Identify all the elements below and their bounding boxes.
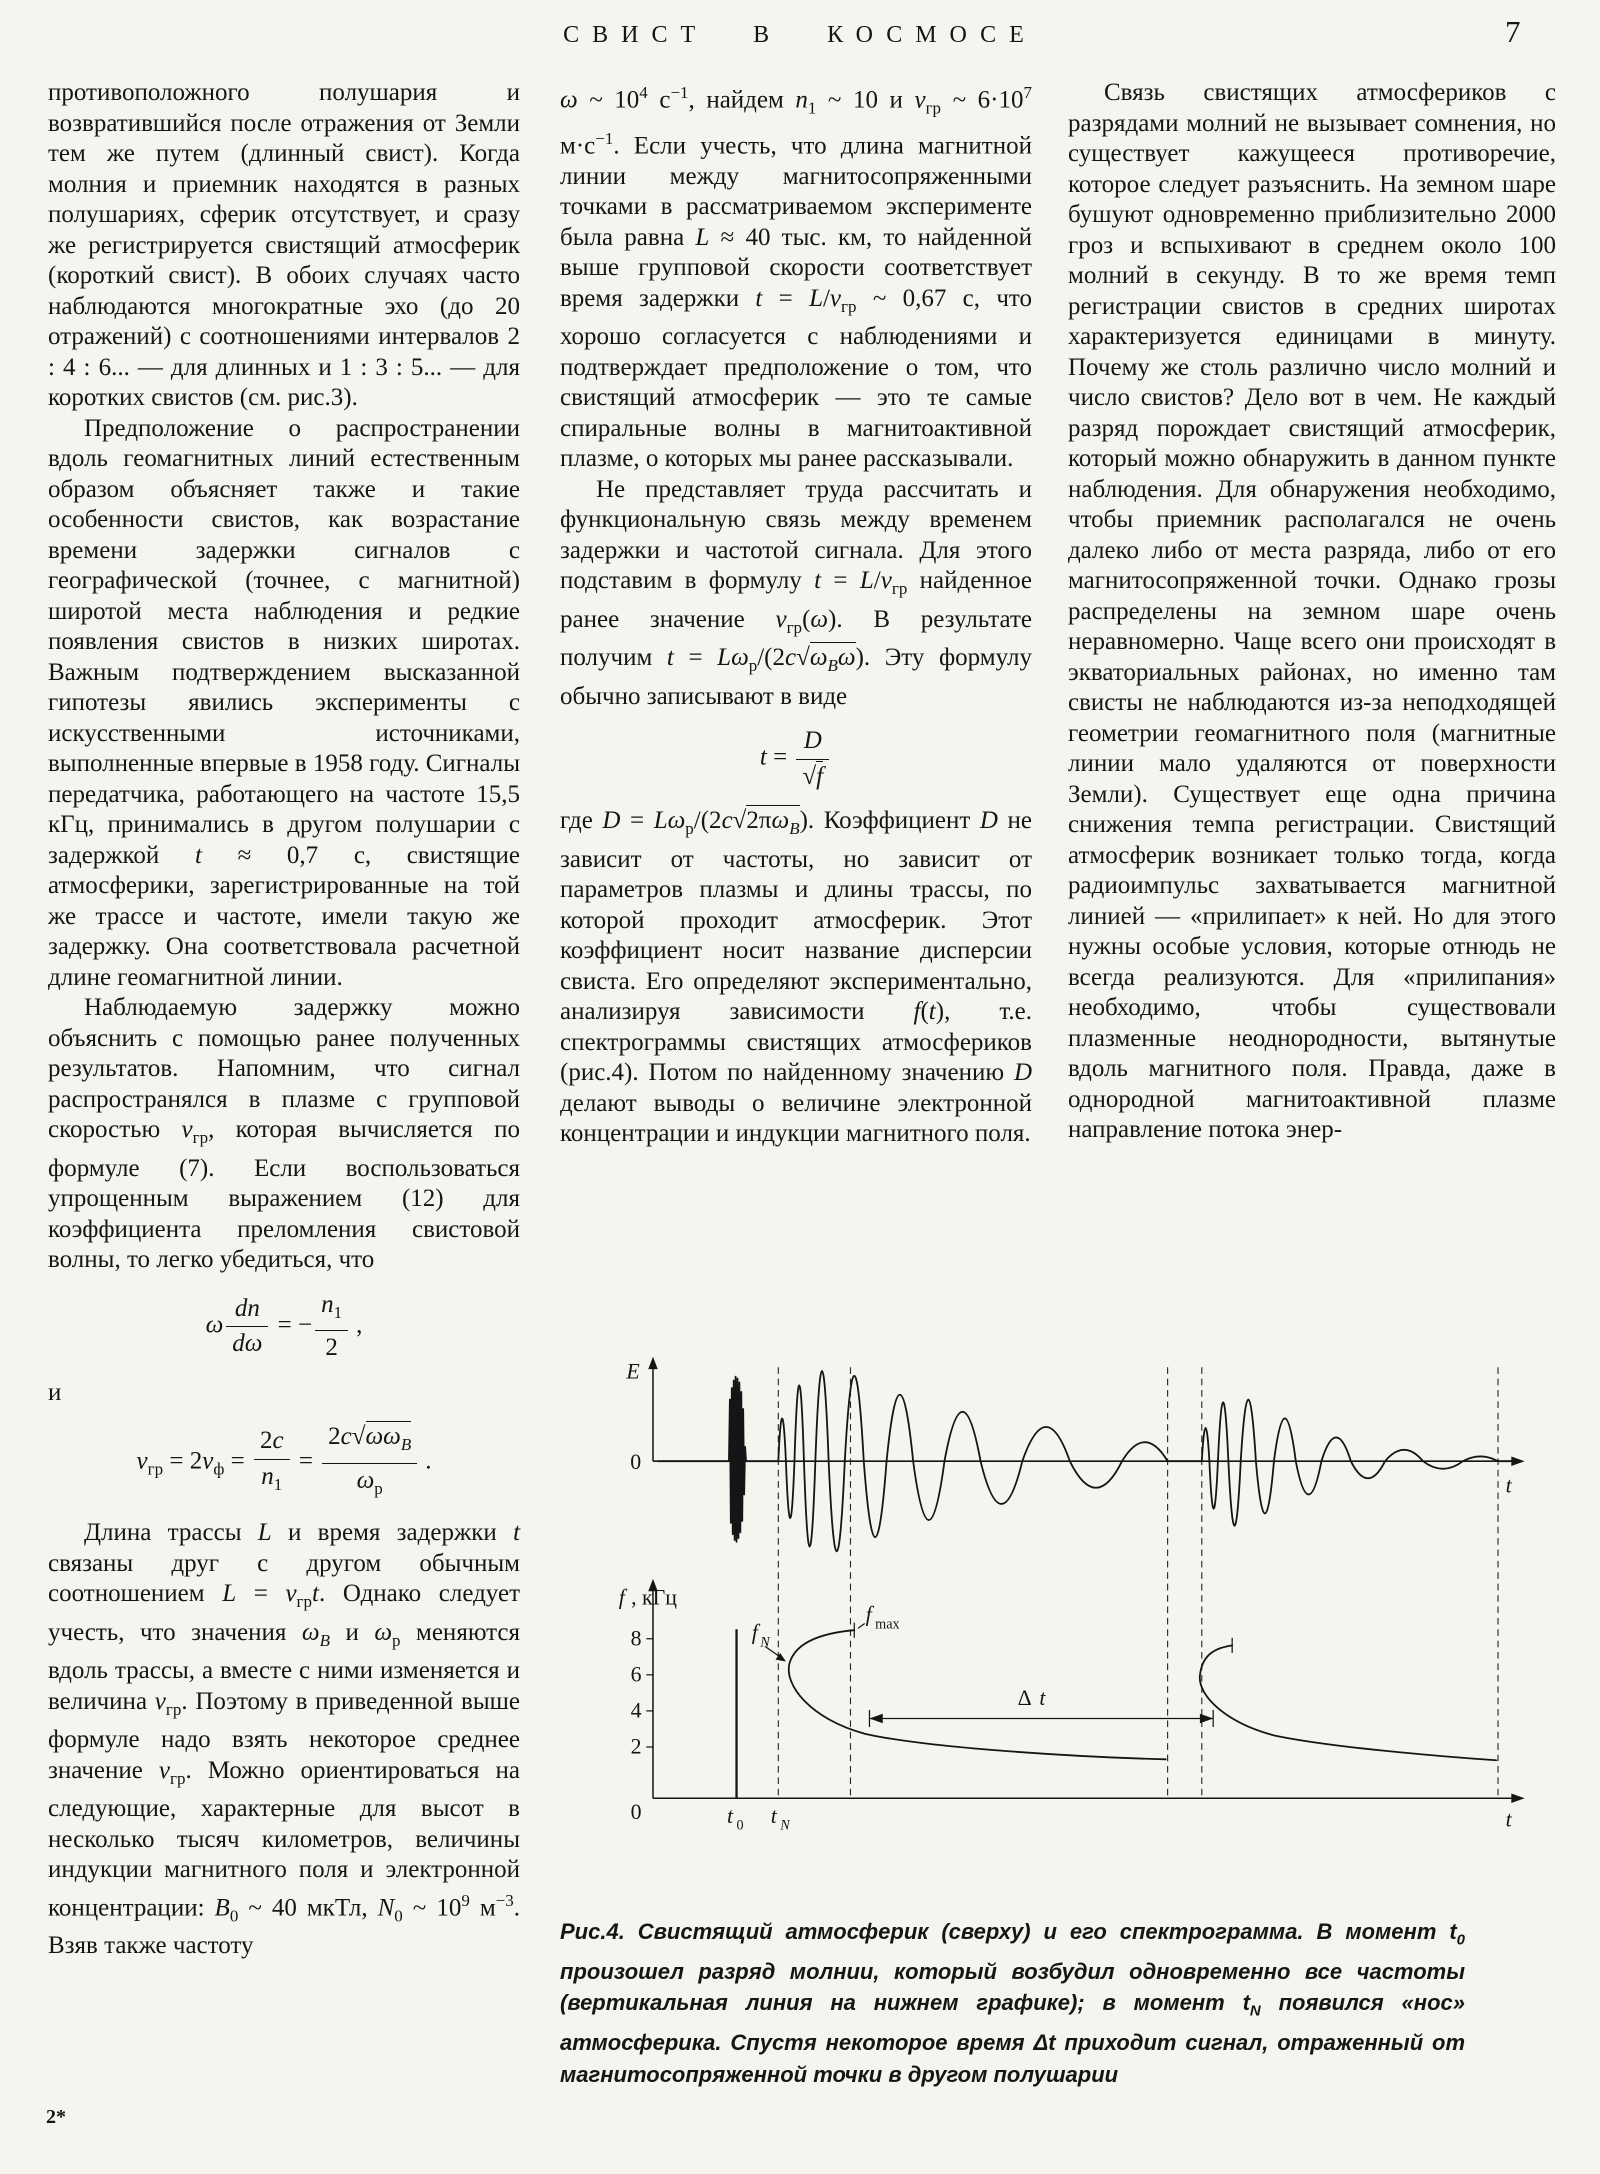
fN-label-sub: N	[760, 1634, 770, 1651]
t0-label: t	[727, 1803, 734, 1828]
fmax-pointer-line	[858, 1624, 865, 1629]
whistler-curve-2	[1200, 1645, 1496, 1760]
formula-group-velocity: $v_{гр} = 2v_ф$ = $\frac{2c}{n_1}$ = $\frac{2c√\omega\omega_B}{\omega_p}$ .	[136, 1423, 432, 1498]
figure-whistler-spectrogram	[615, 1352, 1555, 1869]
paragraph-dispersion-coefficient: где $D = L\omega_p/(2c√2\pi\omega_B)$. Коэффициент D не зависит от частоты, но зависит от параметров плазмы и длины трассы, по которой проходит атмосферик. Этот коэффициент носит название дисперсии свиста. Его определяют экспериментально, анализируя зависимости f(t), т.е. спектрограммы свистящих атмосфериков (рис.4). Потом по найденному значению D делают выводы о величине электронной концентрации и индукции магнитного поля.	[560, 807, 1033, 1148]
conjunction-and: и	[48, 1378, 62, 1406]
paragraph-delay-explained: Наблюдаемую задержку можно объяснить с помощью ранее полученных результатов. Напомним, что сигнал распространялся в плазме с групповой скоростью $v_{гр}$, которая вычисляется по формуле (7). Если воспользоваться упрощенным выражением (12) для коэффициента преломления свистовой волны, то легко убедиться, что	[48, 994, 520, 1273]
paragraph-path-length: Длина трассы L и время задержки t связаны друг с другом обычным соотношением $L = v_{гр}t$. Однако следует учесть, что значения $\omega_B$ и $\omega_p$ меняются вдоль трассы, а вместе с ними изменяется и величина $v_{гр}$. Поэтому в приведенной выше формуле надо взять некоторое среднее значение $v_{гр}$. Можно ориентироваться на следующие, характерные для высот в несколько тысяч километров, величины индукции магнитного поля и электронной концентрации: $B_0$ ~ 40 мкТл, $N_0$ ~ $10^9$ $м^{-3}$. Взяв также частоту	[48, 1519, 521, 1960]
top-zero-label: 0	[630, 1449, 642, 1474]
printer-signature-mark: 2*	[46, 2106, 66, 2128]
signal-graph	[625, 1357, 1524, 1552]
paragraph-lightning-statistics: Связь свистящих атмосфериков с разрядами молний не вызывает сомнения, но существует кажущееся противоречие, которое следует разъяснить. На земном шаре бушуют одновременно приблизительно 2000 гроз и вспыхивают в среднем около 100 молний в секунду. В то же время темп регистрации свистов в средних широтах характеризуется единицами в минуту. Почему же столь различно число молний и число свистов? Дело вот в чем. Не каждый разряд порождает свистящий атмосферик, который можно обнаружить в данном пункте наблюдения. Для обнаружения необходимо, чтобы приемник располагался не очень далеко либо от места разряда, либо от его магнитосопряженной точки. Однако грозы распределены на земном шаре очень неравномерно. Чаще всего они происходят в экваториальных районах, но именно там свисты не наблюдаются из-за неподходящей геометрии геомагнитного поля (магнитные линии мало удаляются от поверхности Земли). Существует еще одна причина снижения темпа регистрации. Свистящий атмосферик возникает только тогда, когда радиоимпульс захватывается магнитной линией — «прилипает» к ней. Но для этого нужны особые условия, которые отнюдь не всегда реализуются. Для «прилипания» необходимо, чтобы существовали плазменные неоднородности, вытянутые вдоль магнитного поля. Правда, даже в однородной магнитоактивной плазме направление потока энер-	[1068, 79, 1556, 1143]
paragraph-estimate: ω ~ $10^4$ $с^{-1}$, найдем $n_1$ ~ 10 и $v_{гр}$ ~ $6\cdot 10^7$ $м\cdot с^{-1}$. Если учесть, что длина магнитной линии между магнитосопряженными точками в рассматриваемом эксперименте была равна L ≈ 40 тыс. км, то найденной выше групповой скорости соответствует время задержки $t = L/v_{гр}$ ~ 0,67 с, что хорошо согласуется с наблюдениями и подтверждает предположение о том, что свистящий атмосферик — это те самые спиральные волны в магнитоактивной плазме, о которых мы ранее рассказывали.	[560, 83, 1033, 473]
formula-dispersion: t = $\frac{D}{√f}$	[560, 726, 1032, 792]
t0-label-sub: 0	[736, 1817, 744, 1834]
figure-4-caption: Рис.4. Свистящий атмосферик (сверху) и его спектрограмма. В момент $t_0$ произошел разряд молнии, который возбудил одновременно все частоты (вертикальная линия на нижнем графике); в момент $t_N$ появился «нос» атмосферика. Спустя некоторое время Δt приходит сигнал, отраженный от магнитосопряженной точки в другом полушарии	[560, 1919, 1465, 2087]
freq-tick-2: 2	[630, 1734, 642, 1759]
page-number: 7	[1505, 14, 1521, 49]
delta-t-arrow	[869, 1710, 1213, 1727]
dashed-guide-lines	[778, 1367, 1498, 1798]
f-axis-units: , кГц	[631, 1585, 677, 1610]
column-2	[560, 78, 1032, 1150]
spectrogram-graph	[619, 1579, 1525, 1834]
fN-label: f	[751, 1620, 758, 1645]
fmax-label: f	[865, 1602, 872, 1627]
top-x-axis-arrow	[1511, 1456, 1524, 1465]
tN-label-sub: N	[780, 1817, 790, 1834]
whistler-curve-1	[789, 1630, 1166, 1759]
fmax-label-sub: max	[875, 1616, 900, 1633]
page-title: СВИСТ В КОСМОСЕ	[563, 22, 1037, 48]
column-1	[48, 78, 520, 1962]
delta-t-label-delta: Δ	[1017, 1686, 1032, 1711]
bottom-x-axis-arrow	[1511, 1794, 1524, 1803]
freq-tick-4: 4	[630, 1698, 642, 1723]
paragraph-long-whistle: противоположного полушария и возвратившийся после отражения от Земли тем же путем (длинный свист). Когда молния и приемник находятся в разных полушариях, сферик отсутствует, и сразу же регистрируется свистящий атмосферик (короткий свист). В обоих случаях часто наблюдаются многократные эхо (до 20 отражений) с соотношениями интервалов 2 : 4 : 6... — для длинных и 1 : 3 : 5... — для коротких свистов (см. рис.3).	[48, 79, 520, 411]
paragraph-hypothesis: Предположение о распространении вдоль геомагнитных линий естественным образом объясняет также и такие особенности свистов, как возрастание времени задержки сигналов с географической (точнее, с магнитной) широтой места наблюдения и редкие появления свистов в низких широтах. Важным подтверждением высказанной гипотезы явились эксперименты с искусственными источниками, выполненные впервые в 1958 году. Сигналы передатчика, работающего на частоте 15,5 кГц, принимались в другом полушарии с задержкой t ≈ 0,7 с, свистящие атмосферики, зарегистрированные на той же трассе и частоте, имели такую же задержку. Она соответствовала расчетной длине геомагнитной линии.	[48, 414, 520, 991]
top-t-label: t	[1505, 1473, 1512, 1498]
bottom-zero-label: 0	[630, 1800, 642, 1825]
figure-4-svg	[615, 1352, 1555, 1869]
freq-tick-6: 6	[630, 1662, 642, 1687]
delta-t-label-t: t	[1039, 1686, 1046, 1711]
freq-tick-8: 8	[630, 1626, 642, 1651]
bottom-t-label: t	[1505, 1807, 1512, 1832]
tN-label: t	[770, 1803, 777, 1828]
e-axis-label: E	[626, 1359, 640, 1384]
paragraph-functional-link: Не представляет труда рассчитать и функциональную связь между временем задержки и частотой сигнала. Для этого подставим в формулу $t = L/v_{гр}$ найденное ранее значение $v_{гр}(\omega)$. В результате получим $t = L\omega_p/(2c√\omega_B\omega)$. Эту формулу обычно записывают в виде	[560, 475, 1032, 710]
top-y-axis-arrow	[648, 1357, 657, 1369]
freq-tick-marks	[646, 1639, 653, 1747]
f-axis-label: f	[618, 1585, 625, 1610]
column-3	[1068, 78, 1556, 1146]
formula-refraction-index: ω $\frac{dn}{d\omega}$ = − $\frac{n_1}{2}$ ,	[205, 1290, 363, 1361]
